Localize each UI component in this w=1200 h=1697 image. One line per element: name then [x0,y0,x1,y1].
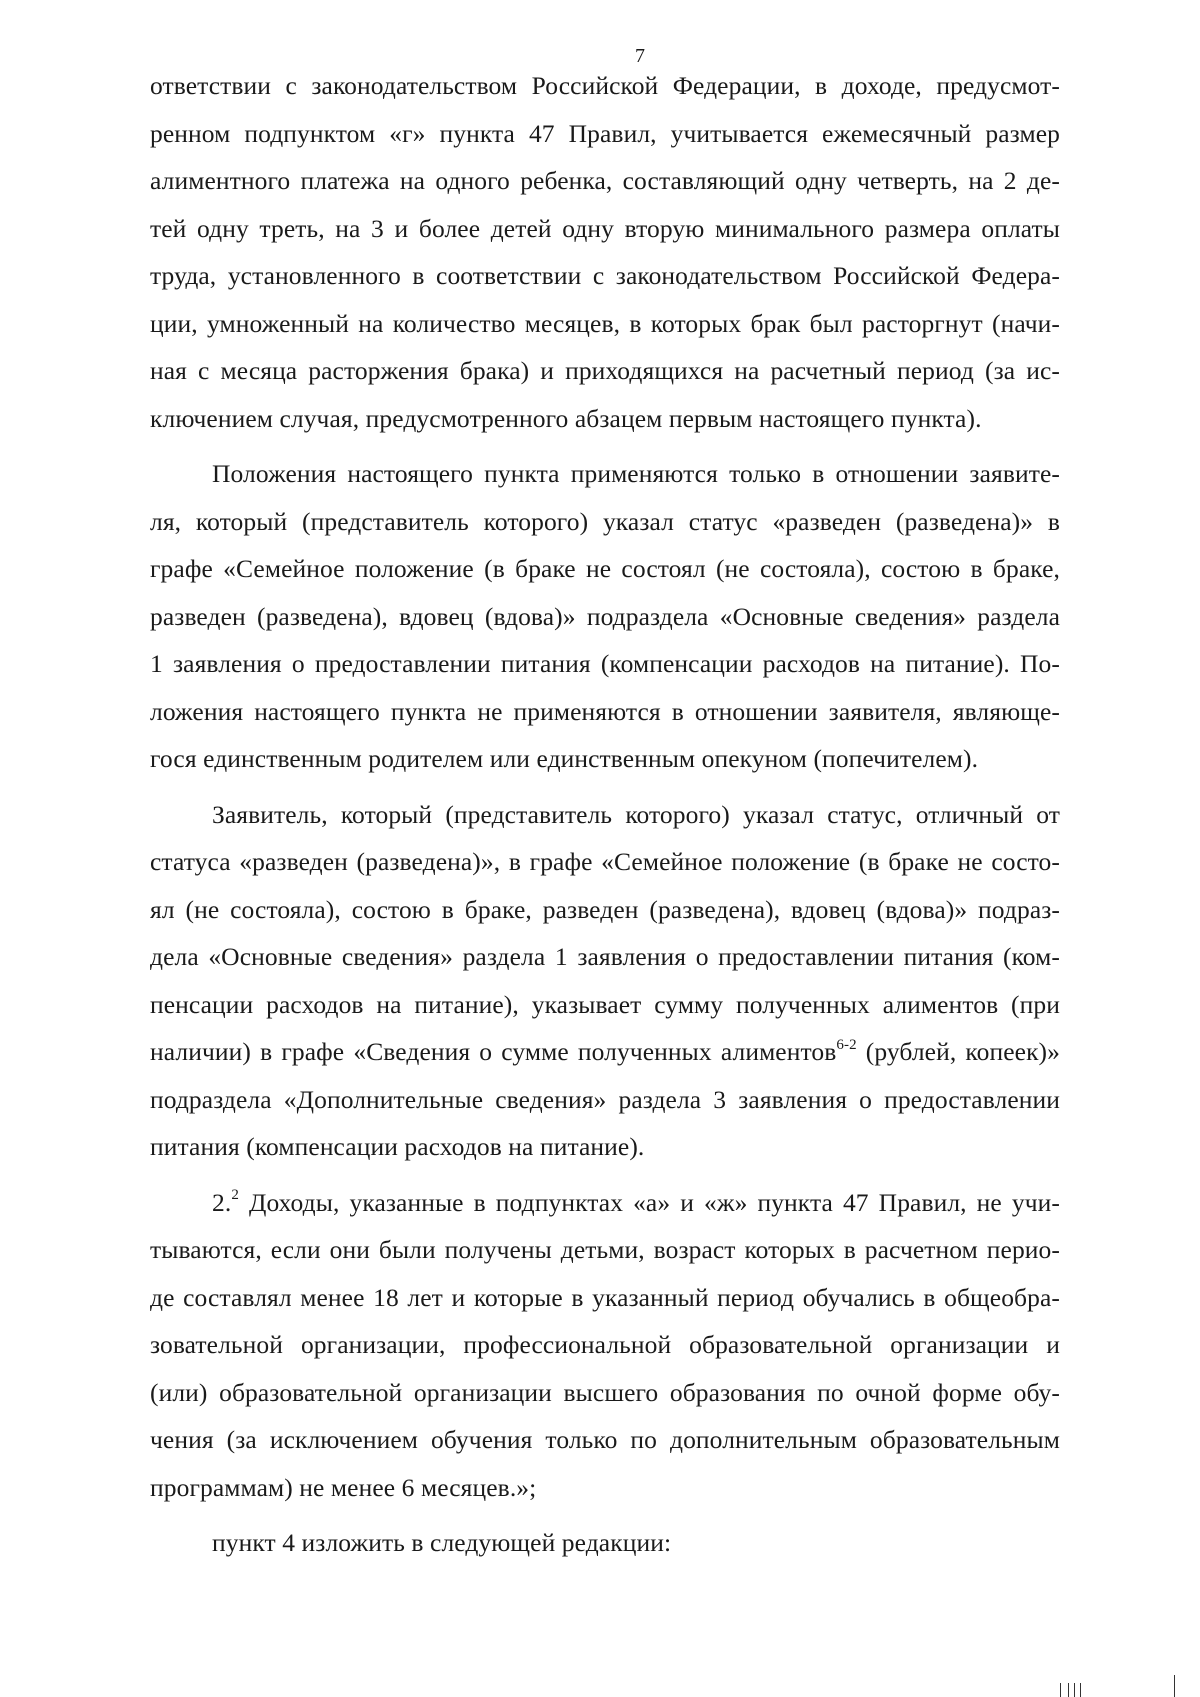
text-line: пункт 4 изложить в следующей редакции: [212,1528,672,1557]
text-line: дела «Основные сведения» раздела 1 заявления о предоставлении питания (ком- [150,942,1060,971]
text-line: тей одну треть, на 3 и более детей одну вторую минимального размера оплаты [150,213,1060,243]
text-line: чения (за исключением обучения только по дополнительным образовательным [150,1425,1060,1454]
text-line: ял (не состояла), состою в браке, разведен (разведена), вдовец (вдова)» подраз- [150,894,1060,924]
text-line: (или) образовательной организации высшего образования по очной форме обу- [150,1377,1060,1407]
text-line: гося единственным родителем или единственным опекуном (попечителем). [150,744,979,773]
text-line: разведен (разведена), вдовец (вдова)» подраздела «Основные сведения» раздела [150,601,1060,631]
text-line: ная с месяца расторжения брака) и приходящихся на расчетный период (за ис- [150,356,1060,385]
text-line: программам) не менее 6 месяцев.»; [150,1472,537,1502]
text-line: труда, установленного в соответствии с законодательством Российской Федера- [150,261,1060,290]
section-number: 2. [212,1187,232,1217]
text-segment: Доходы, указанные в подпунктах «а» и «ж» пункта 47 Правил, не учи- [238,1187,1060,1217]
text-line: Заявитель, который (представитель которого) указал статус, отличный от [212,799,1060,829]
scan-mark [1080,1683,1081,1697]
paragraph-gap [150,783,1060,791]
scan-mark [1068,1683,1069,1697]
scan-mark [1074,1683,1075,1697]
scan-edge-marks [1000,1667,1200,1697]
page-number: 7 [635,45,645,67]
text-line: де составлял менее 18 лет и которые в указанный период обучались в общеобра- [150,1282,1060,1312]
text-line: подраздела «Дополнительные сведения» раздела 3 заявления о предоставлении [150,1084,1060,1114]
text-line: зовательной организации, профессиональной образовательной организации и [150,1330,1060,1359]
text-line: ложения настоящего пункта не применяются в отношении заявителя, являюще- [150,696,1060,726]
text-line: ции, умноженный на количество месяцев, в которых брак был расторгнут (начи- [150,308,1060,338]
text-line: 1 заявления о предоставлении питания (компенсации расходов на питание). По- [150,649,1060,678]
text-line: ответствии с законодательством Российской Федерации, в доходе, предусмот- [150,71,1060,100]
scan-mark [1060,1683,1061,1697]
paragraph-gap [150,1511,1060,1519]
text-line: питания (компенсации расходов на питание). [150,1132,645,1161]
document-body [150,62,1060,1567]
text-segment: (рублей, копеек)» [856,1037,1060,1066]
paragraph-gap [150,1171,1060,1179]
paragraph-3 [150,791,1060,1171]
text-line: пенсации расходов на питание), указывает сумму полученных алиментов (при [150,989,1060,1019]
text-line: графе «Семейное положение (в браке не состоял (не состояла), состою в браке, [150,554,1060,583]
paragraph-gap [150,442,1060,450]
text-line: статуса «разведен (разведена)», в графе «Семейное положение (в браке не состо- [150,847,1060,876]
text-line: ренном подпунктом «г» пункта 47 Правил, учитывается ежемесячный размер [150,118,1060,148]
text-segment: наличии) в графе «Сведения о сумме полученных алиментов [150,1037,837,1066]
text-line: алиментного платежа на одного ребенка, составляющий одну четверть, на 2 де- [150,166,1060,195]
text-line: ключением случая, предусмотренного абзацем первым настоящего пункта). [150,403,982,433]
text-line: тываются, если они были получены детьми, возраст которых в расчетном перио- [150,1235,1060,1264]
paragraph-2 [150,450,1060,783]
paragraph-4 [150,1179,1060,1512]
section-superscript: 2 [231,1187,239,1203]
text-line: ля, который (представитель которого) указал статус «разведен (разведена)» в [150,506,1060,536]
paragraph-1 [150,62,1060,442]
text-line: Положения настоящего пункта применяются только в отношении заявите- [212,459,1060,488]
text-line-with-section-number [150,1179,1060,1227]
footnote-reference: 6-2 [836,1036,857,1053]
paragraph-5 [150,1519,1060,1567]
scan-mark [1174,1675,1175,1697]
text-line-with-footnote [150,1028,1060,1076]
